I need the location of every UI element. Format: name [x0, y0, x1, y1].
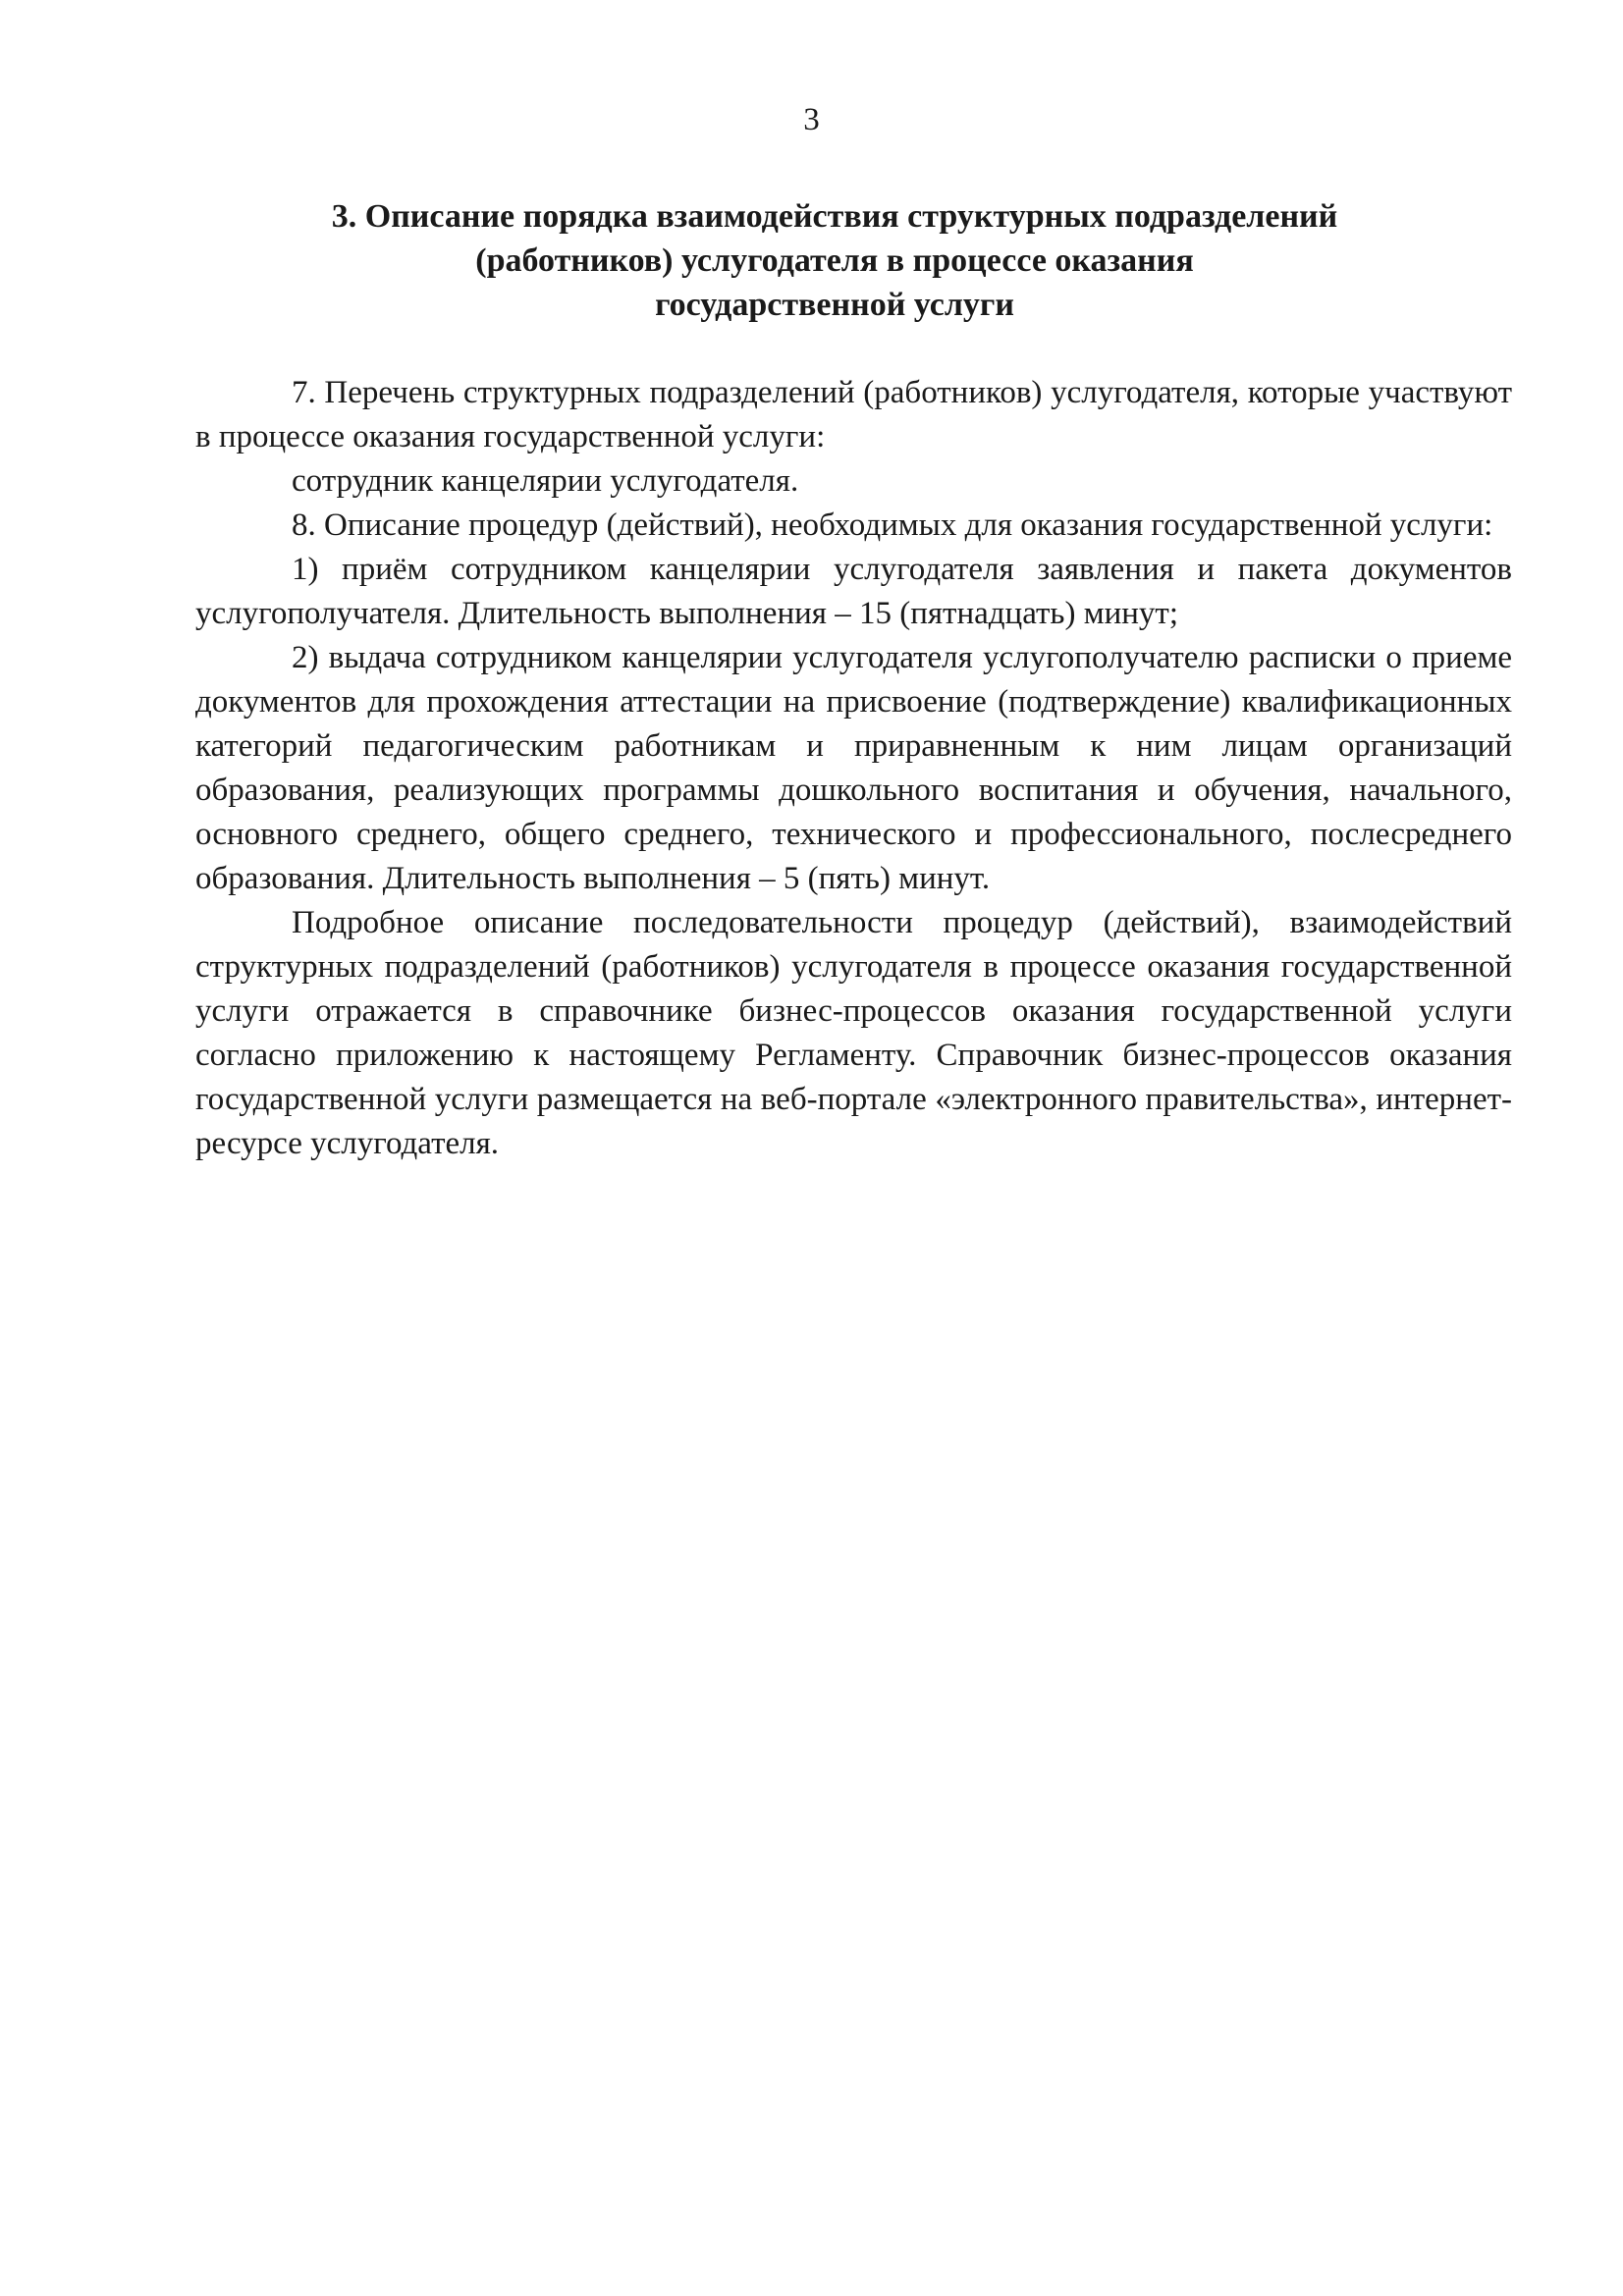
paragraph-step-1: 1) приём сотрудником канцелярии услугодателя заявления и пакета документов услугополучателя. Длительность выполнения – 15 (пятнадцать) минут;: [195, 552, 1512, 631]
paragraph-item-7: 7. Перечень структурных подразделений (работников) услугодателя, которые участвуют в процессе оказания государственной услуги:: [195, 375, 1512, 454]
paragraph-item-8: 8. Описание процедур (действий), необходимых для оказания государственной услуги:: [292, 507, 1493, 543]
heading-line: государственной услуги: [655, 287, 1014, 323]
heading-line: (работников) услугодателя в процессе оказания: [475, 242, 1194, 279]
paragraph-step-2: 2) выдача сотрудником канцелярии услугодателя услугополучателю расписки о приеме документов для прохождения аттестации на присвоение (подтверждение) квалификационных категорий педагогическим работникам и приравненным к ним лицам организаций образования, реализующих программы дошкольного воспитания и обучения, начального, основного среднего, общего среднего, технического и профессионального, послесреднего образования. Длительность выполнения – 5 (пять) минут.: [195, 640, 1512, 896]
page-number: 3: [803, 102, 820, 137]
paragraph-detailed-description: Подробное описание последовательности процедур (действий), взаимодействий структурных подразделений (работников) услугодателя в процессе оказания государственной услуги отражается в справочнике бизнес-процессов оказания государственной услуги согласно приложению к настоящему Регламенту. Справочник бизнес-процессов оказания государственной услуги размещается на веб-портале «электронного правительства», интернет-ресурсе услугодателя.: [195, 905, 1512, 1161]
section-heading: [196, 194, 1473, 327]
heading-line: 3. Описание порядка взаимодействия структурных подразделений: [331, 198, 1338, 235]
document-body: [195, 371, 1512, 1166]
paragraph-staff: сотрудник канцелярии услугодателя.: [292, 463, 799, 499]
